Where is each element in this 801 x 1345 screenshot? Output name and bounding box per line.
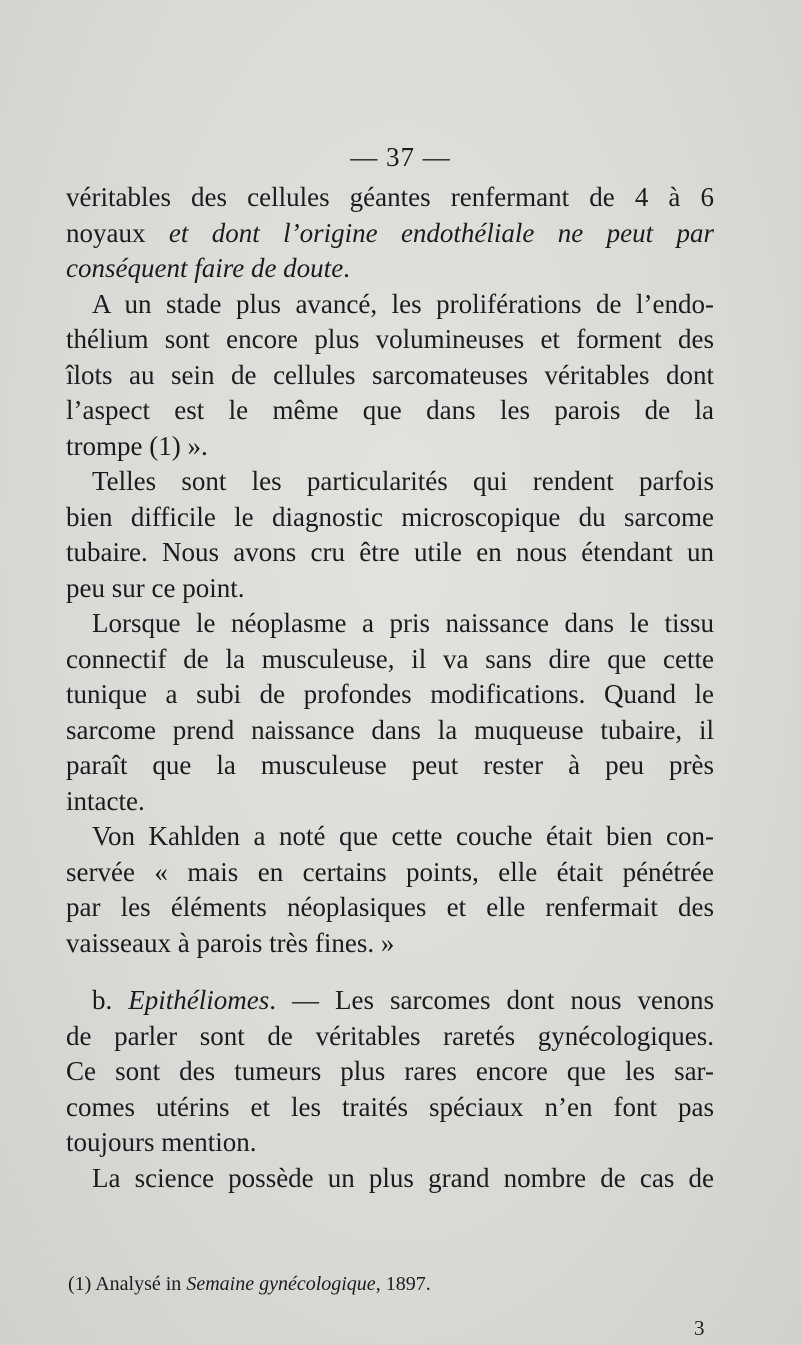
text-line: thélium sont encore plus volumineuses et forment des xyxy=(66,324,714,354)
text-line: Telles sont les particularités qui rendent parfois xyxy=(92,466,714,496)
text-line: tubaire. Nous avons cru être utile en nous étendant un xyxy=(66,537,714,567)
text-line: servée « mais en certains points, elle était pénétrée xyxy=(66,856,714,887)
text-line: Ce sont des tumeurs plus rares encore que les sar- xyxy=(66,1056,714,1086)
text-line: tunique a subi de profondes modifications. Quand le xyxy=(66,679,714,709)
text-line: toujours mention. xyxy=(66,1127,257,1157)
text-line: vaisseaux à parois très fines. » xyxy=(66,927,395,958)
text-line: b. Epithéliomes. — Les sarcomes dont nous venons xyxy=(92,985,714,1015)
text-line: A un stade plus avancé, les proliférations de l’endo- xyxy=(92,288,714,319)
body-text xyxy=(66,180,714,1196)
text-line: bien difficile le diagnostic microscopique du sarcome xyxy=(66,501,714,532)
text-line: véritables des cellules géantes renfermant de 4 à 6 xyxy=(66,182,714,212)
page-header-number: — 37 — xyxy=(350,142,451,172)
footer-page-number: 3 xyxy=(694,1316,705,1340)
footnote: (1) Analysé in Semaine gynécologique, 1897. xyxy=(68,1273,431,1295)
text-line: l’aspect est le même que dans les parois de la xyxy=(66,395,714,425)
text-line: sarcome prend naissance dans la muqueuse tubaire, il xyxy=(66,714,714,745)
text-line: peu sur ce point. xyxy=(66,572,245,603)
text-line: trompe (1) ». xyxy=(66,430,208,461)
text-line: de parler sont de véritables raretés gynécologiques. xyxy=(66,1020,714,1051)
text-line: connectif de la musculeuse, il va sans dire que cette xyxy=(66,643,714,674)
text-line: par les éléments néoplasiques et elle renfermait des xyxy=(66,892,714,922)
paragraph-gap xyxy=(66,961,714,983)
text-line: noyaux et dont l’origine endothéliale ne peut par xyxy=(66,217,714,248)
text-line: Von Kahlden a noté que cette couche était bien con- xyxy=(92,821,714,851)
text-line: La science possède un plus grand nombre de cas de xyxy=(92,1162,714,1193)
text-line: Lorsque le néoplasme a pris naissance dans le tissu xyxy=(92,608,714,638)
text-line: conséquent faire de doute. xyxy=(66,253,350,283)
text-line: paraît que la musculeuse peut rester à peu près xyxy=(66,750,714,780)
text-line: intacte. xyxy=(66,785,145,816)
text-line: comes utérins et les traités spéciaux n’en font pas xyxy=(66,1091,714,1122)
text-line: îlots au sein de cellules sarcomateuses véritables dont xyxy=(66,359,714,390)
